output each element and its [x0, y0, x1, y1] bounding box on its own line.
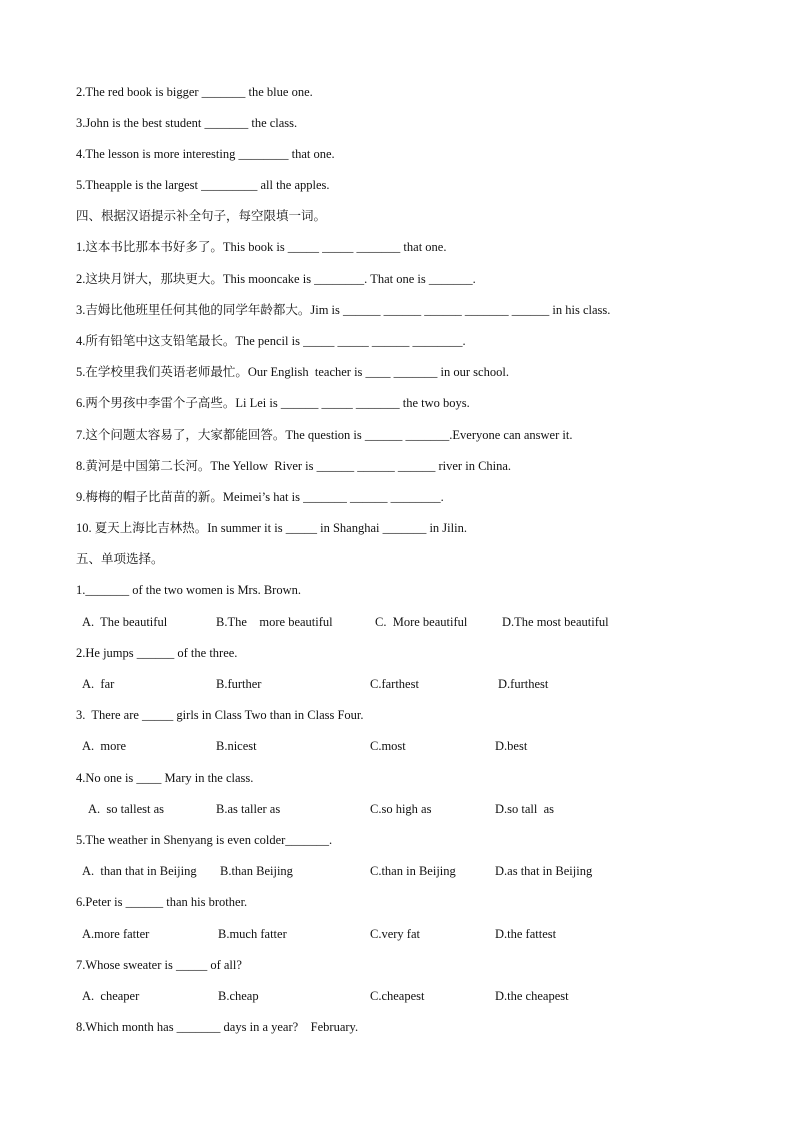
- option-c: C. More beautiful: [375, 615, 468, 629]
- section4-heading: 四、根据汉语提示补全句子，每空限填一词。: [76, 208, 327, 223]
- option-b: B.cheap: [218, 989, 259, 1003]
- section5-question-1-options: [0, 614, 794, 630]
- section5-question-2-options: [0, 676, 794, 692]
- section4-question-10: 10. 夏天上海比吉林热。In summer it is _____ in Shanghai _______ in Jilin.: [76, 521, 467, 535]
- section5-question-3-options: [0, 738, 794, 754]
- option-b: B.than Beijing: [220, 864, 293, 878]
- option-d: D.the fattest: [495, 927, 557, 941]
- option-a: A. far: [82, 677, 115, 691]
- option-c: C.very fat: [370, 927, 420, 941]
- option-b: B.The more beautiful: [216, 615, 333, 629]
- option-a: A. so tallest as: [88, 802, 165, 816]
- section5-question-5: 5.The weather in Shenyang is even colder_______.: [76, 833, 333, 847]
- option-a: A. than that in Beijing: [82, 864, 197, 878]
- option-c: C.farthest: [370, 677, 419, 691]
- section5-question-4-options: [0, 801, 794, 817]
- section4-question-9: 9.梅梅的帽子比苗苗的新。Meimei’s hat is _______ ______ ________.: [76, 490, 444, 504]
- section5-question-8: 8.Which month has _______ days in a year? February.: [76, 1020, 359, 1034]
- section5-question-7: 7.Whose sweater is _____ of all?: [76, 958, 242, 972]
- section3-question-4: 4.The lesson is more interesting ________ that one.: [76, 147, 335, 161]
- option-b: B.nicest: [216, 739, 257, 753]
- section4-question-5: 5.在学校里我们英语老师最忙。Our English teacher is ____ _______ in our school.: [76, 365, 509, 379]
- option-a: A. more: [82, 739, 127, 753]
- section4-question-3: 3.吉姆比他班里任何其他的同学年龄都大。Jim is ______ ______ ______ _______ ______ in his class.: [76, 303, 611, 317]
- section3-question-2: 2.The red book is bigger _______ the blue one.: [76, 85, 313, 99]
- option-b: B.as taller as: [216, 802, 281, 816]
- option-d: D.as that in Beijing: [495, 864, 593, 878]
- option-d: D.the cheapest: [495, 989, 569, 1003]
- option-b: B.further: [216, 677, 262, 691]
- section5-question-6: 6.Peter is ______ than his brother.: [76, 895, 248, 909]
- option-a: A.more fatter: [82, 927, 150, 941]
- option-b: B.much fatter: [218, 927, 287, 941]
- option-c: C.most: [370, 739, 406, 753]
- section5-heading: 五、单项选择。: [76, 551, 164, 566]
- section4-question-6: 6.两个男孩中李雷个子高些。Li Lei is ______ _____ _______ the two boys.: [76, 396, 470, 410]
- section4-question-1: 1.这本书比那本书好多了。This book is _____ _____ _______ that one.: [76, 240, 447, 254]
- option-a: A. cheaper: [82, 989, 140, 1003]
- section5-question-3: 3. There are _____ girls in Class Two than in Class Four.: [76, 708, 364, 722]
- section4-question-8: 8.黄河是中国第二长河。The Yellow River is ______ ______ ______ river in China.: [76, 459, 512, 473]
- option-c: C.so high as: [370, 802, 432, 816]
- section5-question-4: 4.No one is ____ Mary in the class.: [76, 771, 254, 785]
- section5-question-7-options: [0, 988, 794, 1004]
- option-d: D.The most beautiful: [502, 615, 609, 629]
- option-c: C.cheapest: [370, 989, 425, 1003]
- section4-question-4: 4.所有铅笔中这支铅笔最长。The pencil is _____ _____ ______ ________.: [76, 334, 466, 348]
- option-d: D.furthest: [498, 677, 549, 691]
- section5-question-6-options: [0, 926, 794, 942]
- option-d: D.so tall as: [495, 802, 555, 816]
- section4-question-2: 2.这块月饼大，那块更大。This mooncake is ________. That one is _______.: [76, 272, 476, 286]
- option-c: C.than in Beijing: [370, 864, 456, 878]
- section5-question-2: 2.He jumps ______ of the three.: [76, 646, 238, 660]
- section3-question-5: 5.Theapple is the largest _________ all the apples.: [76, 178, 330, 192]
- section4-question-7: 7.这个问题太容易了，大家都能回答。The question is ______ _______.Everyone can answer it.: [76, 428, 573, 442]
- option-d: D.best: [495, 739, 528, 753]
- option-a: A. The beautiful: [82, 615, 168, 629]
- section3-question-3: 3.John is the best student _______ the class.: [76, 116, 298, 130]
- section5-question-5-options: [0, 863, 794, 879]
- section5-question-1: 1._______ of the two women is Mrs. Brown.: [76, 583, 301, 597]
